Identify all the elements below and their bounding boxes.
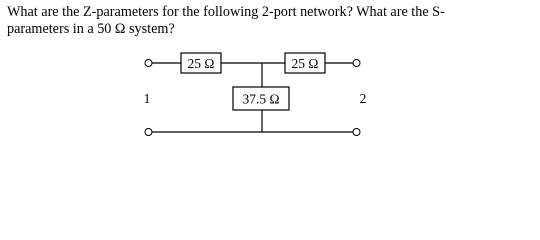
- question-line-2: parameters in a 50 Ω system?: [7, 21, 175, 37]
- port1-label: 1: [143, 91, 151, 106]
- series-resistor-left-label: 25 Ω: [187, 56, 215, 71]
- port2-bottom-terminal: [353, 129, 360, 136]
- port1-bottom-terminal: [145, 129, 152, 136]
- series-resistor-left: [181, 53, 221, 73]
- series-resistor-right: [285, 53, 325, 73]
- series-resistor-right-label: 25 Ω: [291, 56, 319, 71]
- port2-label: 2: [359, 91, 367, 106]
- shunt-resistor: [233, 87, 289, 110]
- question-line-1: What are the Z-parameters for the following 2-port network? What are the S-: [7, 4, 445, 20]
- port1-top-terminal: [145, 60, 152, 67]
- shunt-resistor-label: 37.5 Ω: [242, 91, 280, 107]
- port2-top-terminal: [353, 60, 360, 67]
